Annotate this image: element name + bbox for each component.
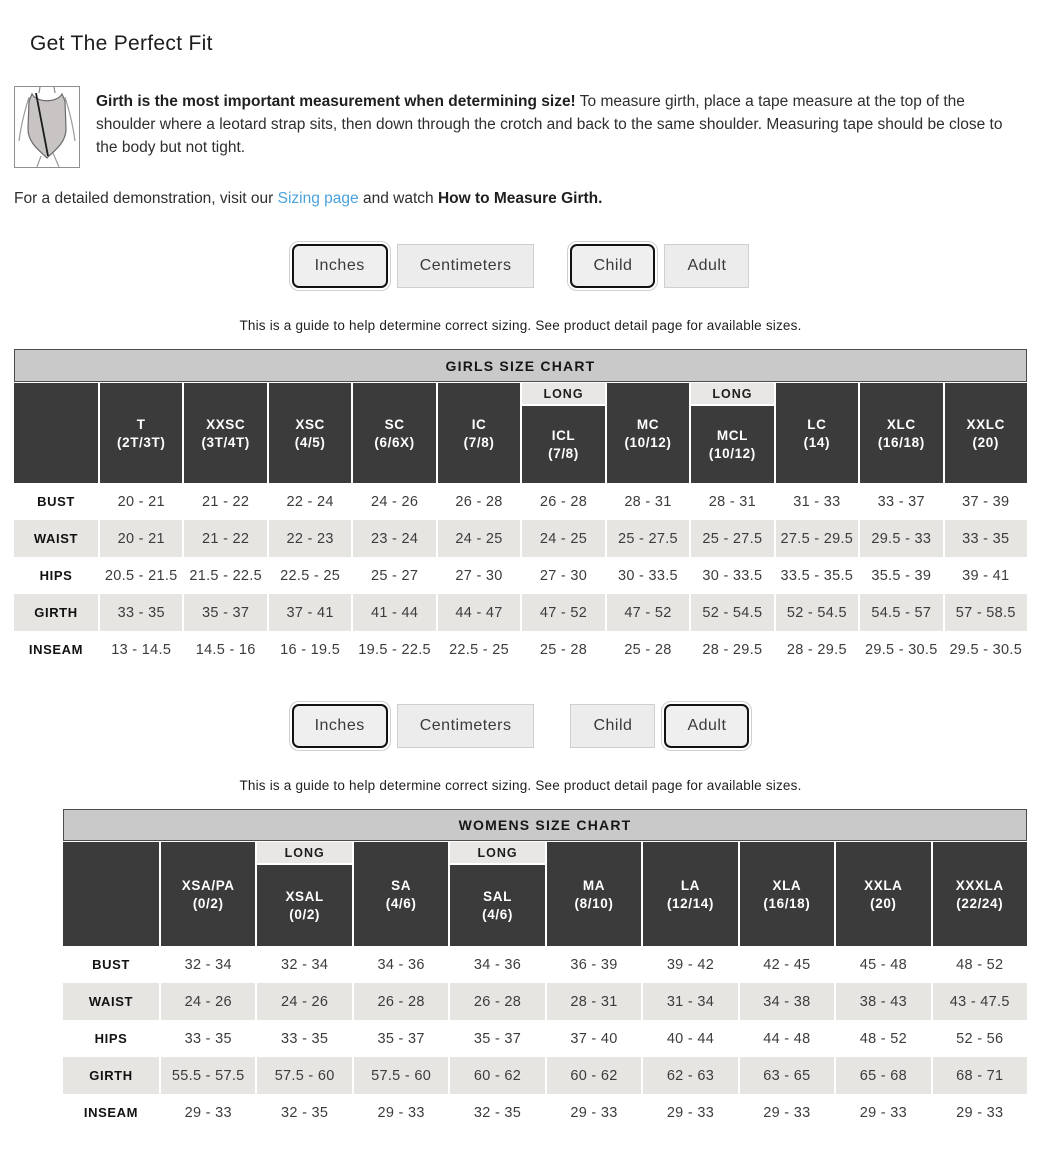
size-value-cell: 52 - 56 [933, 1020, 1027, 1057]
adult-button[interactable]: Adult [664, 244, 749, 288]
size-column-header [184, 383, 266, 483]
size-value-cell: 21 - 22 [184, 483, 266, 520]
size-column-header [522, 383, 604, 483]
size-value-cell: 60 - 62 [547, 1057, 641, 1094]
size-value-cell: 16 - 19.5 [269, 631, 351, 668]
size-value-cell: 57.5 - 60 [354, 1057, 448, 1094]
size-value-cell: 22.5 - 25 [269, 557, 351, 594]
size-value-cell: 26 - 28 [354, 983, 448, 1020]
demo-prefix: For a detailed demonstration, visit our [14, 190, 278, 207]
size-column-header [547, 842, 641, 946]
size-value-cell: 32 - 35 [450, 1094, 544, 1131]
size-value-cell: 45 - 48 [836, 946, 930, 983]
size-value-cell: 37 - 40 [547, 1020, 641, 1057]
row-label: GIRTH [14, 594, 98, 631]
size-value-cell: 30 - 33.5 [607, 557, 689, 594]
size-value-cell: 29.5 - 30.5 [945, 631, 1027, 668]
size-column-header [740, 842, 834, 946]
size-value-cell: 55.5 - 57.5 [161, 1057, 255, 1094]
size-value-cell: 33 - 35 [945, 520, 1027, 557]
size-value-cell: 27.5 - 29.5 [776, 520, 858, 557]
size-value-cell: 30 - 33.5 [691, 557, 773, 594]
adult-button[interactable]: Adult [664, 704, 749, 748]
size-value-cell: 33 - 35 [257, 1020, 351, 1057]
size-value-cell: 28 - 29.5 [776, 631, 858, 668]
header-corner-cell [63, 842, 159, 946]
size-value-cell: 40 - 44 [643, 1020, 737, 1057]
size-value-cell: 32 - 34 [161, 946, 255, 983]
size-value-cell: 48 - 52 [933, 946, 1027, 983]
womens-size-chart [63, 809, 1027, 1131]
size-value-cell: 34 - 36 [450, 946, 544, 983]
size-column-header [691, 383, 773, 483]
size-value-cell: 28 - 31 [691, 483, 773, 520]
size-column-header [269, 383, 351, 483]
size-value-cell: 13 - 14.5 [100, 631, 182, 668]
size-value-cell: 41 - 44 [353, 594, 435, 631]
row-label: WAIST [63, 983, 159, 1020]
size-value-cell: 25 - 27 [353, 557, 435, 594]
size-value-cell: 22.5 - 25 [438, 631, 520, 668]
girth-intro-text [96, 86, 1027, 159]
size-column-name: SC (6/6X) [353, 383, 435, 483]
size-value-cell: 22 - 23 [269, 520, 351, 557]
size-value-cell: 68 - 71 [933, 1057, 1027, 1094]
size-value-cell: 25 - 27.5 [691, 520, 773, 557]
size-value-cell: 26 - 28 [522, 483, 604, 520]
size-value-cell: 65 - 68 [836, 1057, 930, 1094]
size-value-cell: 25 - 28 [607, 631, 689, 668]
girls-toggle-row [14, 244, 1027, 288]
size-value-cell: 25 - 27.5 [607, 520, 689, 557]
size-value-cell: 34 - 36 [354, 946, 448, 983]
size-column-name: SA (4/6) [354, 842, 448, 946]
demo-bold: How to Measure Girth. [437, 190, 603, 207]
size-column-name: XXSC (3T/4T) [184, 383, 266, 483]
size-value-cell: 24 - 25 [522, 520, 604, 557]
inches-button[interactable]: Inches [292, 244, 388, 288]
size-column-header [438, 383, 520, 483]
size-value-cell: 33 - 35 [161, 1020, 255, 1057]
long-badge: LONG [257, 842, 351, 863]
size-value-cell: 26 - 28 [438, 483, 520, 520]
size-value-cell: 25 - 28 [522, 631, 604, 668]
size-column-header [945, 383, 1027, 483]
size-value-cell: 43 - 47.5 [933, 983, 1027, 1020]
size-value-cell: 29.5 - 30.5 [860, 631, 942, 668]
size-value-cell: 20.5 - 21.5 [100, 557, 182, 594]
girth-measurement-icon [14, 86, 80, 168]
chart-title-bar: GIRLS SIZE CHART [14, 349, 1027, 382]
size-column-name: LC (14) [776, 383, 858, 483]
size-column-header [161, 842, 255, 946]
size-column-header [450, 842, 544, 946]
size-value-cell: 35 - 37 [354, 1020, 448, 1057]
size-column-name: XLC (16/18) [860, 383, 942, 483]
size-column-name: XXLC (20) [945, 383, 1027, 483]
girth-intro-rest: To measure girth, place a tape measure at the top of the shoulder where a leotard strap sits, then down through the crotch and back to the same shoulder. Measuring tape should be close to the body but not tight. [96, 93, 1003, 156]
size-value-cell: 44 - 48 [740, 1020, 834, 1057]
long-badge: LONG [691, 383, 773, 404]
size-column-header [776, 383, 858, 483]
womens-toggle-row [14, 704, 1027, 748]
size-value-cell: 20 - 21 [100, 520, 182, 557]
child-button[interactable]: Child [570, 704, 655, 748]
size-value-cell: 52 - 54.5 [776, 594, 858, 631]
size-value-cell: 26 - 28 [450, 983, 544, 1020]
size-value-cell: 63 - 65 [740, 1057, 834, 1094]
size-value-cell: 36 - 39 [547, 946, 641, 983]
size-value-cell: 29 - 33 [643, 1094, 737, 1131]
size-column-header [257, 842, 351, 946]
size-column-header [860, 383, 942, 483]
size-value-cell: 27 - 30 [438, 557, 520, 594]
size-column-name: XSC (4/5) [269, 383, 351, 483]
long-badge: LONG [450, 842, 544, 863]
row-label: BUST [14, 483, 98, 520]
long-badge: LONG [522, 383, 604, 404]
size-value-cell: 29 - 33 [740, 1094, 834, 1131]
size-column-name: XSAL (0/2) [257, 865, 351, 946]
size-column-name: SAL (4/6) [450, 865, 544, 946]
size-value-cell: 33 - 37 [860, 483, 942, 520]
size-value-cell: 27 - 30 [522, 557, 604, 594]
size-value-cell: 28 - 31 [547, 983, 641, 1020]
size-column-name: T (2T/3T) [100, 383, 182, 483]
size-column-name: XSA/PA (0/2) [161, 842, 255, 946]
size-column-name: XLA (16/18) [740, 842, 834, 946]
size-value-cell: 22 - 24 [269, 483, 351, 520]
demo-middle: and watch [358, 190, 438, 207]
size-value-cell: 19.5 - 22.5 [353, 631, 435, 668]
centimeters-button[interactable]: Centimeters [397, 244, 535, 288]
leotard-diagram-icon [15, 87, 79, 167]
size-value-cell: 24 - 25 [438, 520, 520, 557]
sizing-page-link[interactable]: Sizing page [277, 190, 359, 207]
size-column-name: ICL (7/8) [522, 406, 604, 483]
size-column-header [607, 383, 689, 483]
inches-button[interactable]: Inches [292, 704, 388, 748]
size-value-cell: 29 - 33 [354, 1094, 448, 1131]
size-column-header [353, 383, 435, 483]
size-column-header [836, 842, 930, 946]
size-value-cell: 62 - 63 [643, 1057, 737, 1094]
size-value-cell: 32 - 34 [257, 946, 351, 983]
girls-chart-note: This is a guide to help determine correct sizing. See product detail page for available sizes. [239, 318, 802, 333]
girth-intro-section [14, 86, 1027, 168]
size-value-cell: 31 - 34 [643, 983, 737, 1020]
child-button[interactable]: Child [570, 244, 655, 288]
size-value-cell: 42 - 45 [740, 946, 834, 983]
row-label: HIPS [14, 557, 98, 594]
size-column-name: XXLA (20) [836, 842, 930, 946]
demo-line [14, 188, 1027, 210]
size-value-cell: 35 - 37 [184, 594, 266, 631]
size-value-cell: 38 - 43 [836, 983, 930, 1020]
size-column-header [354, 842, 448, 946]
size-column-name: XXXLA (22/24) [933, 842, 1027, 946]
size-value-cell: 29 - 33 [836, 1094, 930, 1131]
chart-title-bar: WOMENS SIZE CHART [63, 809, 1027, 841]
centimeters-button[interactable]: Centimeters [397, 704, 535, 748]
size-value-cell: 44 - 47 [438, 594, 520, 631]
size-value-cell: 47 - 52 [607, 594, 689, 631]
header-corner-cell [14, 383, 98, 483]
size-column-name: IC (7/8) [438, 383, 520, 483]
row-label: WAIST [14, 520, 98, 557]
row-label: GIRTH [63, 1057, 159, 1094]
size-value-cell: 33 - 35 [100, 594, 182, 631]
girth-intro-bold: Girth is the most important measurement when determining size! [96, 93, 576, 110]
row-label: BUST [63, 946, 159, 983]
size-value-cell: 32 - 35 [257, 1094, 351, 1131]
size-value-cell: 34 - 38 [740, 983, 834, 1020]
size-value-cell: 24 - 26 [257, 983, 351, 1020]
row-label: HIPS [63, 1020, 159, 1057]
size-column-name: MCL (10/12) [691, 406, 773, 483]
size-column-header [933, 842, 1027, 946]
size-value-cell: 31 - 33 [776, 483, 858, 520]
size-value-cell: 35.5 - 39 [860, 557, 942, 594]
size-value-cell: 21 - 22 [184, 520, 266, 557]
row-label: INSEAM [14, 631, 98, 668]
size-column-header [100, 383, 182, 483]
womens-chart-note: This is a guide to help determine correct sizing. See product detail page for available sizes. [239, 778, 802, 793]
size-column-name: LA (12/14) [643, 842, 737, 946]
girls-size-chart [14, 349, 1027, 668]
page-title: Get The Perfect Fit [30, 32, 213, 55]
size-column-name: MA (8/10) [547, 842, 641, 946]
size-value-cell: 54.5 - 57 [860, 594, 942, 631]
size-value-cell: 33.5 - 35.5 [776, 557, 858, 594]
size-value-cell: 37 - 39 [945, 483, 1027, 520]
size-value-cell: 24 - 26 [353, 483, 435, 520]
size-value-cell: 37 - 41 [269, 594, 351, 631]
size-value-cell: 35 - 37 [450, 1020, 544, 1057]
size-value-cell: 23 - 24 [353, 520, 435, 557]
size-value-cell: 39 - 42 [643, 946, 737, 983]
size-value-cell: 52 - 54.5 [691, 594, 773, 631]
size-value-cell: 60 - 62 [450, 1057, 544, 1094]
size-value-cell: 48 - 52 [836, 1020, 930, 1057]
size-value-cell: 28 - 31 [607, 483, 689, 520]
size-value-cell: 29 - 33 [933, 1094, 1027, 1131]
size-column-header [643, 842, 737, 946]
size-value-cell: 57 - 58.5 [945, 594, 1027, 631]
size-value-cell: 14.5 - 16 [184, 631, 266, 668]
size-value-cell: 29 - 33 [161, 1094, 255, 1131]
row-label: INSEAM [63, 1094, 159, 1131]
size-value-cell: 24 - 26 [161, 983, 255, 1020]
size-value-cell: 57.5 - 60 [257, 1057, 351, 1094]
size-value-cell: 21.5 - 22.5 [184, 557, 266, 594]
size-value-cell: 29.5 - 33 [860, 520, 942, 557]
size-column-name: MC (10/12) [607, 383, 689, 483]
size-value-cell: 20 - 21 [100, 483, 182, 520]
size-value-cell: 29 - 33 [547, 1094, 641, 1131]
size-value-cell: 28 - 29.5 [691, 631, 773, 668]
size-value-cell: 39 - 41 [945, 557, 1027, 594]
size-value-cell: 47 - 52 [522, 594, 604, 631]
